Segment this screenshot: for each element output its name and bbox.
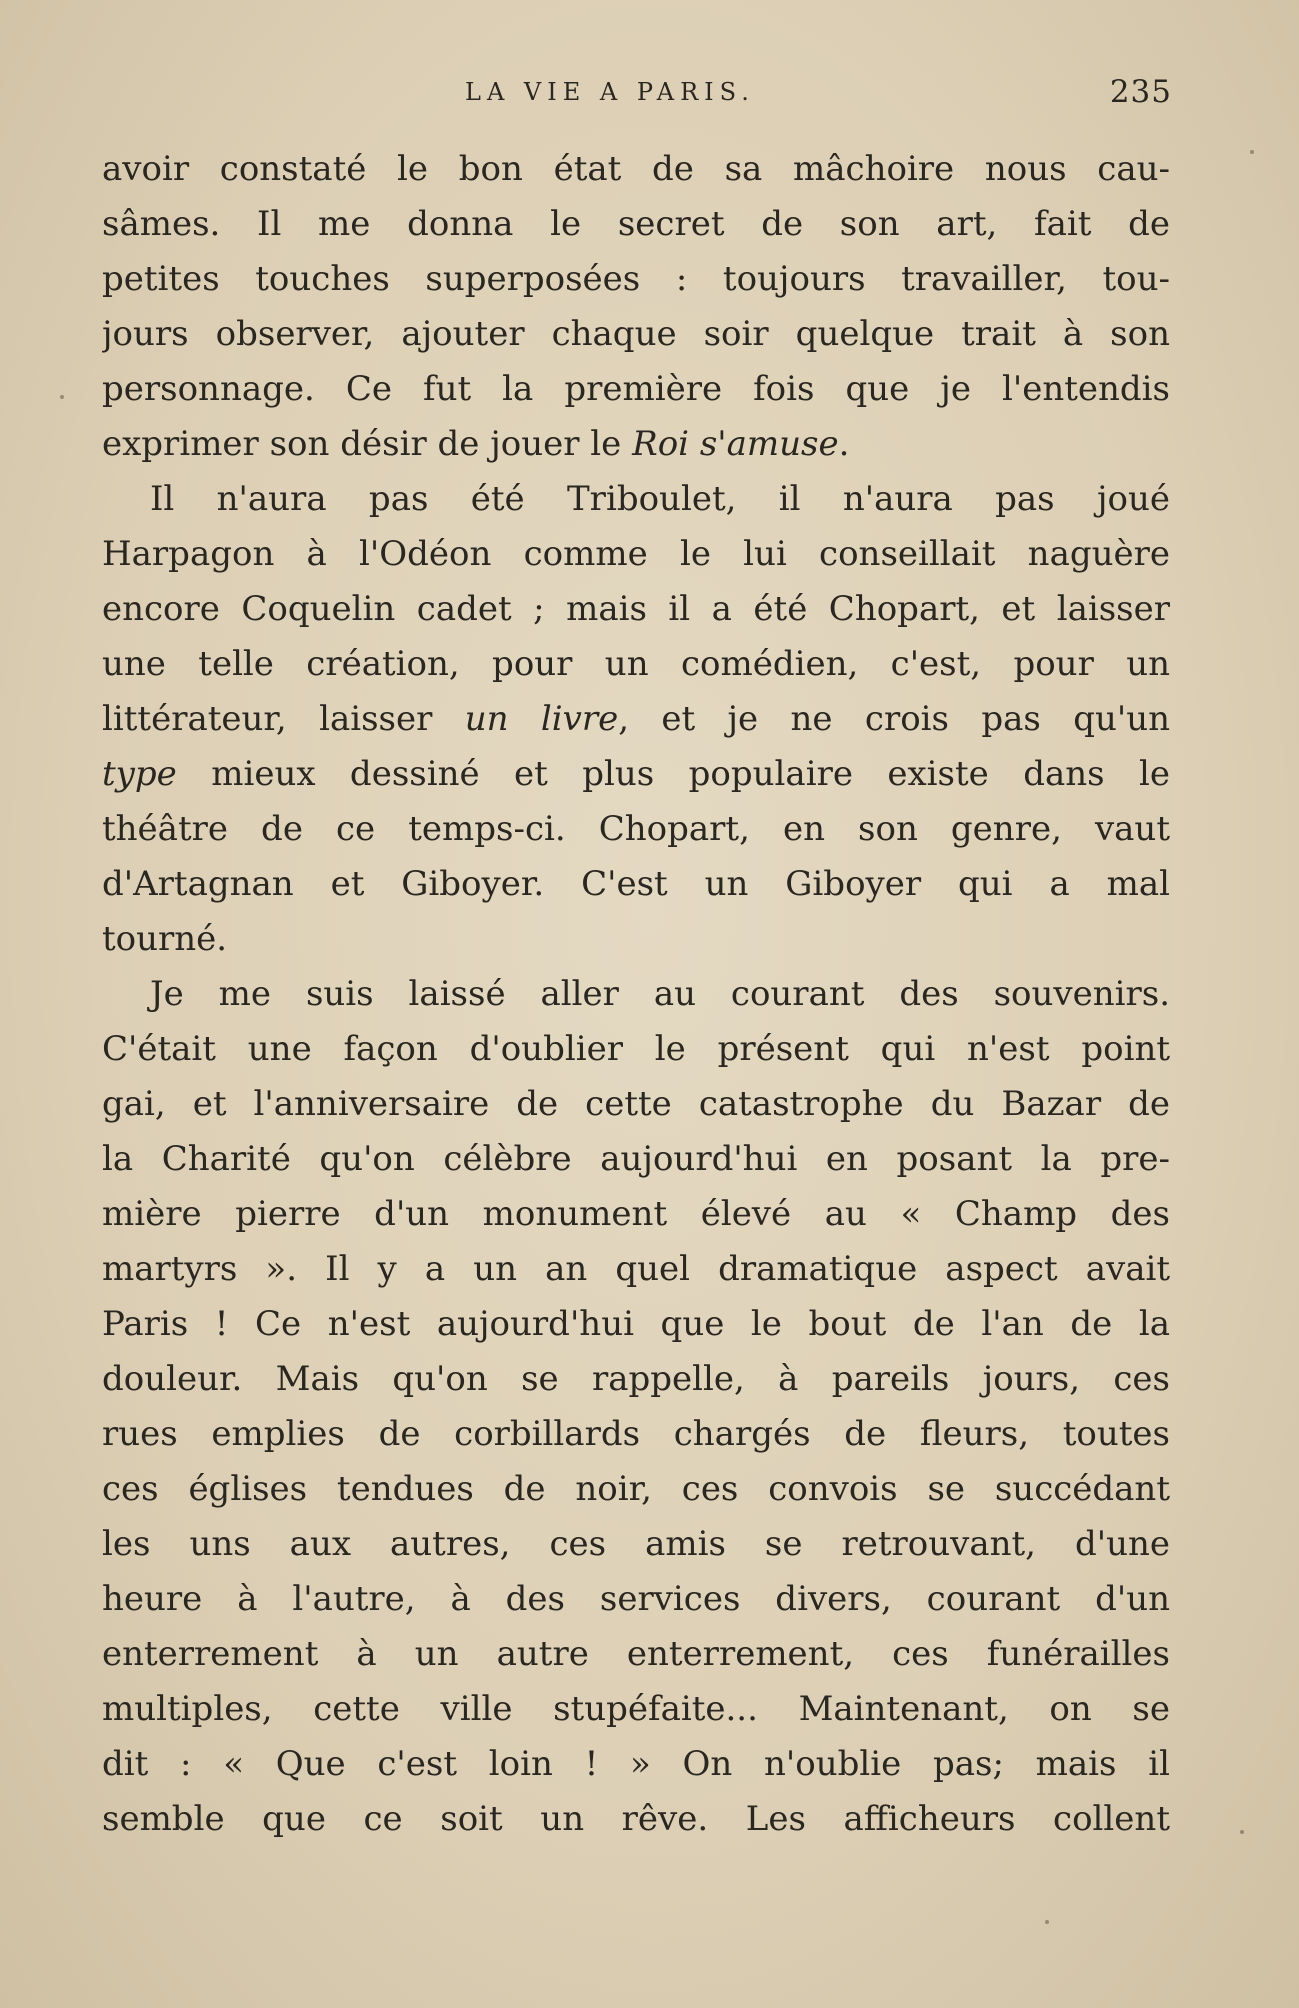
text-line: martyrs ». Il y a un an quel dramatique aspect avait: [102, 1249, 1170, 1289]
body-text: [102, 142, 1170, 1847]
text-line: Il n'aura pas été Triboulet, il n'aura pas joué: [150, 479, 1170, 519]
text-line: semble que ce soit un rêve. Les afficheurs collent: [102, 1799, 1170, 1839]
page-header: [100, 74, 1172, 118]
text-line: ces églises tendues de noir, ces convois se succédant: [102, 1469, 1170, 1509]
text-line: Je me suis laissé aller au courant des souvenirs.: [150, 974, 1170, 1014]
text-line: tourné.: [102, 919, 228, 959]
italic-title: Roi s'amuse: [632, 424, 839, 464]
text-line: dit : « Que c'est loin ! » On n'oublie pas; mais il: [102, 1744, 1170, 1784]
text-line-with-italic: [102, 417, 1170, 472]
text-line: Paris ! Ce n'est aujourd'hui que le bout de l'an de la: [102, 1304, 1170, 1344]
text-line: les uns aux autres, ces amis se retrouvant, d'une: [102, 1524, 1170, 1564]
paper-speck: [1045, 1920, 1049, 1924]
text-line: enterrement à un autre enterrement, ces funérailles: [102, 1634, 1170, 1674]
text-line: mière pierre d'un monument élevé au « Champ des: [102, 1194, 1170, 1234]
text-line: d'Artagnan et Giboyer. C'est un Giboyer qui a mal: [102, 864, 1170, 904]
text-line: jours observer, ajouter chaque soir quelque trait à son: [102, 314, 1170, 354]
text-line: douleur. Mais qu'on se rappelle, à pareils jours, ces: [102, 1359, 1170, 1399]
text-line-with-italic: [102, 747, 1170, 802]
paper-speck: [1250, 150, 1254, 154]
text-line: multiples, cette ville stupéfaite... Maintenant, on se: [102, 1689, 1170, 1729]
text-line: sâmes. Il me donna le secret de son art, fait de: [102, 204, 1170, 244]
text-segment: , et je ne crois pas qu'un: [618, 699, 1170, 739]
running-title: LA VIE A PARIS.: [465, 78, 755, 106]
text-segment: .: [838, 424, 850, 464]
paper-speck: [60, 395, 64, 399]
text-line: une telle création, pour un comédien, c'est, pour un: [102, 644, 1170, 684]
page-number: 235: [1109, 74, 1172, 110]
text-line-with-italic: [102, 692, 1170, 747]
italic-phrase: un livre: [464, 699, 619, 739]
text-line: la Charité qu'on célèbre aujourd'hui en posant la pre-: [102, 1139, 1170, 1179]
text-line: Harpagon à l'Odéon comme le lui conseillait naguère: [102, 534, 1170, 574]
text-line: avoir constaté le bon état de sa mâchoire nous cau-: [102, 149, 1170, 189]
text-line: gai, et l'anniversaire de cette catastrophe du Bazar de: [102, 1084, 1170, 1124]
text-segment: littérateur, laisser: [102, 699, 433, 739]
italic-word: type: [102, 754, 177, 794]
text-line: encore Coquelin cadet ; mais il a été Chopart, et laisser: [102, 589, 1170, 629]
text-line: heure à l'autre, à des services divers, courant d'un: [102, 1579, 1170, 1619]
paper-speck: [1240, 1830, 1244, 1834]
text-line: personnage. Ce fut la première fois que je l'entendis: [102, 369, 1170, 409]
text-line: théâtre de ce temps-ci. Chopart, en son genre, vaut: [102, 809, 1170, 849]
text-segment: mieux dessiné et plus populaire existe dans le: [211, 754, 1170, 794]
text-line: C'était une façon d'oublier le présent qui n'est point: [102, 1029, 1170, 1069]
text-line: rues emplies de corbillards chargés de fleurs, toutes: [102, 1414, 1170, 1454]
text-line: petites touches superposées : toujours travailler, tou-: [102, 259, 1170, 299]
text-segment: exprimer son désir de jouer le: [102, 424, 622, 464]
